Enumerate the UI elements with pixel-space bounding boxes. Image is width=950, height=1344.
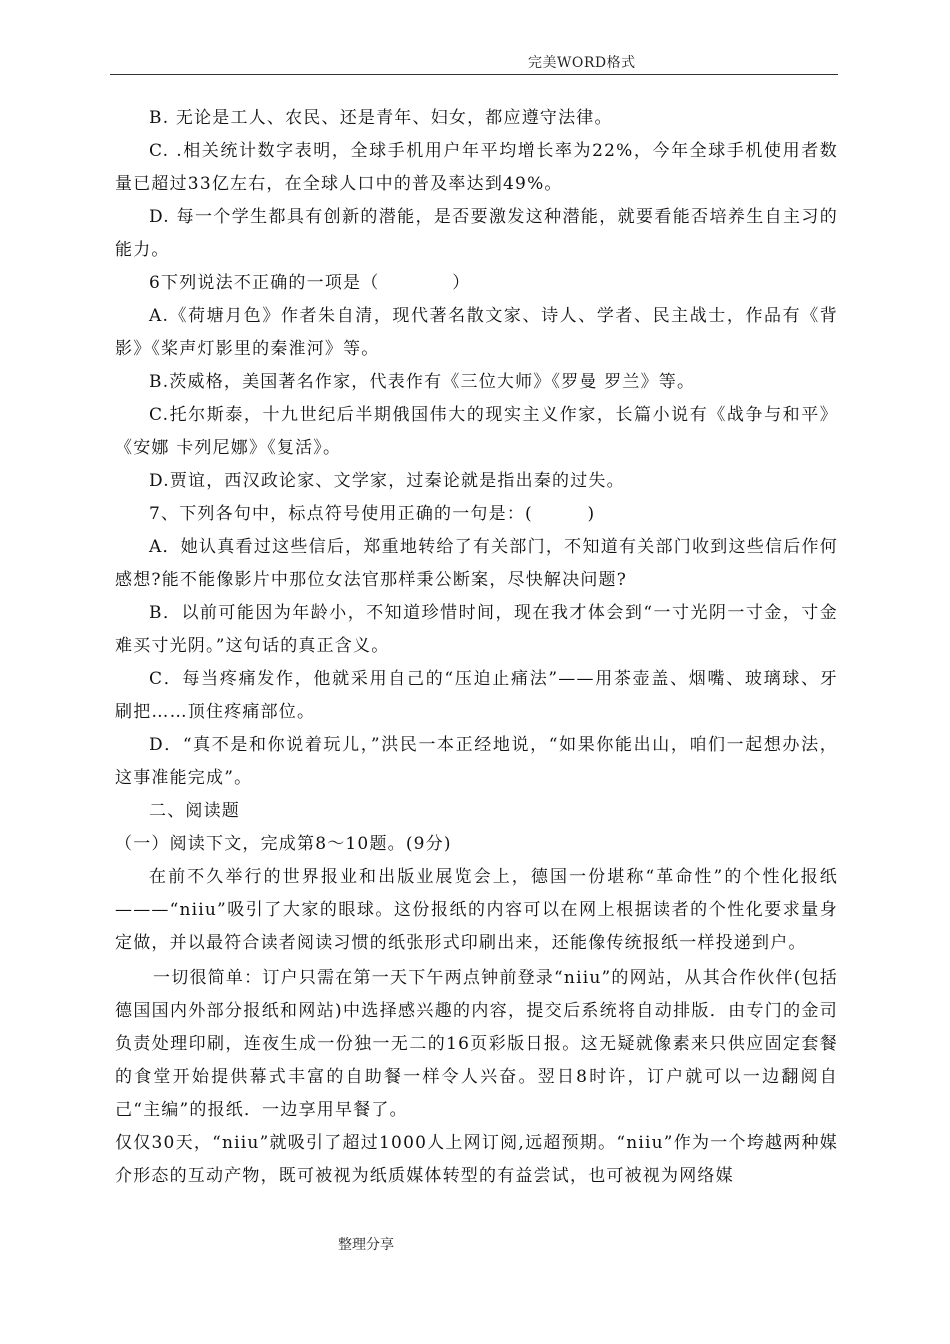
question-7-option-b: B．以前可能因为年龄小，不知道珍惜时间，现在我才体会到“一寸光阴一寸金，寸金难买寸光阴。”这句话的真正含义。 (115, 603, 838, 656)
passage-paragraph-2: 一切很简单：订户只需在第一天下午两点钟前登录“niiu”的网站，从其合作伙伴(包括德国国内外部分报纸和网站)中选择感兴趣的内容，提交后系统将自动排版．由专门的金司负责处理印刷，连夜生成一份独一无二的16页彩版日报。这无疑就像素来只供应固定套餐的食堂开始提供幕式丰富的自助餐一样令人兴奋。翌日8时许，订户就可以一边翻阅自己“主编”的报纸．一边享用早餐了。 (115, 968, 838, 1120)
header-divider (110, 74, 838, 75)
question-6-option-c: C.托尔斯泰，十九世纪后半期俄国伟大的现实主义作家，长篇小说有《战争与和平》《安娜 卡列尼娜》《复活》。 (115, 405, 838, 458)
page-header: 完美WORD格式 (528, 55, 636, 71)
option-b-paragraph: B. 无论是工人、农民、还是青年、妇女，都应遵守法律。 (149, 108, 613, 128)
question-7-option-a: A．她认真看过这些信后，郑重地转给了有关部门，不知道有关部门收到这些信后作何感想?能不能像影片中那位女法官那样秉公断案，尽快解决问题? (115, 537, 838, 590)
document-body (115, 102, 838, 1193)
passage-paragraph-3: 仅仅30天，“niiu”就吸引了超过1000人上网订阅,远超预期。“niiu”作为一个垮越两种媒介形态的互动产物，既可被视为纸质媒体转型的有益尝试，也可被视为网络媒 (115, 1133, 838, 1186)
question-6-stem: 6下列说法不正确的一项是（ ） (149, 273, 471, 293)
page-footer: 整理分享 (338, 1237, 394, 1253)
question-7-option-c: C．每当疼痛发作，他就采用自己的“压迫止痛法”——用茶壶盖、烟嘴、玻璃球、牙刷把……顶住疼痛部位。 (115, 669, 838, 722)
subsection-heading: （一）阅读下文，完成第8～10题。(9分) (115, 834, 452, 854)
question-6-option-d: D.贾谊，西汉政论家、文学家，过秦论就是指出秦的过失。 (149, 471, 625, 491)
question-6-option-a: A.《荷塘月色》作者朱自清，现代著名散文家、诗人、学者、民主战士，作品有《背影》《桨声灯影里的秦淮河》等。 (115, 306, 838, 359)
question-7-stem: 7、下列各句中，标点符号使用正确的一句是：( ) (149, 504, 596, 524)
passage-paragraph-1: 在前不久举行的世界报业和出版业展览会上，德国一份堪称“革命性”的个性化报纸———“niiu”吸引了大家的眼球。这份报纸的内容可以在网上根据读者的个性化要求量身定做，并以最符合读者阅读习惯的纸张形式印刷出来，还能像传统报纸一样投递到户。 (115, 867, 838, 953)
option-c-paragraph: C. .相关统计数字表明，全球手机用户年平均增长率为22%，今年全球手机使用者数量已超过33亿左右，在全球人口中的普及率达到49%。 (115, 141, 838, 194)
option-d-paragraph: D. 每一个学生都具有创新的潜能，是否要激发这种潜能，就要看能否培养生自主习的能力。 (115, 207, 838, 260)
section-heading-reading: 二、阅读题 (149, 801, 240, 821)
question-7-option-d: D．“真不是和你说着玩儿，”洪民一本正经地说，“如果你能出山，咱们一起想办法，这事准能完成”。 (115, 735, 838, 788)
question-6-option-b: B.茨威格，美国著名作家，代表作有《三位大师》《罗曼 罗兰》等。 (149, 372, 696, 392)
